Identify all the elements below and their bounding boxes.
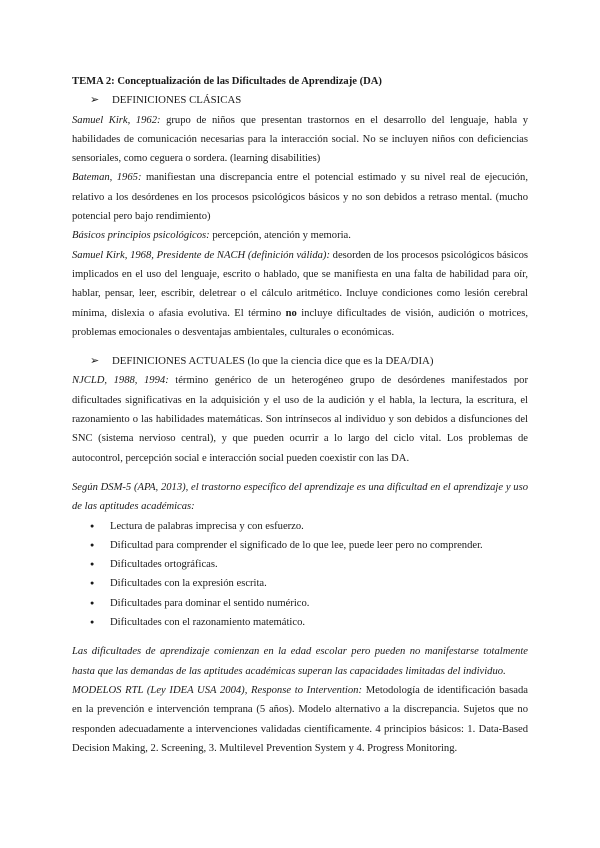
dsm5-criteria-list bbox=[72, 517, 528, 633]
section-heading-actuales bbox=[90, 352, 528, 371]
page-title: TEMA 2: Conceptualización de las Dificultades de Aprendizaje (DA) bbox=[72, 76, 382, 87]
definition-kirk-1968 bbox=[72, 246, 528, 342]
arrow-bullet-icon: ➢ bbox=[90, 94, 100, 107]
citation-ref: Bateman, 1965: bbox=[72, 172, 142, 184]
list-item: ● Dificultades ortográficas. bbox=[90, 555, 528, 574]
section-heading-clasicas bbox=[90, 91, 528, 110]
definition-rtl bbox=[72, 681, 528, 758]
definition-text-cont: incluye dificultades de visión, audición o motrices, problemas emocionales o desventajas ambientales, culturales o económicas. bbox=[72, 307, 529, 338]
list-item: ● Dificultades para dominar el sentido numérico. bbox=[90, 594, 528, 613]
document-page bbox=[72, 72, 528, 758]
citation-ref: NJCLD, 1988, 1994: bbox=[72, 375, 169, 387]
section-heading-label: DEFINICIONES ACTUALES (lo que la ciencia dice que es la DEA/DIA) bbox=[112, 355, 434, 368]
dsm5-intro: Según DSM-5 (APA, 2013), el trastorno específico del aprendizaje es una dificultad en el aprendizaje y uso de las aptitudes académicas: bbox=[72, 481, 528, 513]
list-item: ● Dificultades con la expresión escrita. bbox=[90, 574, 528, 593]
definition-text: desorden de los procesos psicológicos básicos implicados en el uso del lenguaje, escrito o hablado, que se manifiesta en una falta de habilidad para oír, hablar, pensar, leer, escribir, deletrear o el cálculo aritmético. Incluye condiciones como lesión cerebral mínima, dislexia o afasia evolutiva. El término bbox=[72, 249, 528, 319]
list-item: ● Dificultad para comprender el significado de lo que lee, puede leer pero no comprender. bbox=[90, 536, 528, 555]
definition-text: grupo de niños que presentan trastornos en el desarrollo del lenguaje, habla y habilidades de comunicación necesarias para la interacción social. No se incluyen niños con deficiencias sensoriales, como ceguera o sordera. (learning disabilities) bbox=[72, 114, 528, 165]
list-item: ● Lectura de palabras imprecisa y con esfuerzo. bbox=[90, 517, 528, 536]
edad-escolar-note: Las dificultades de aprendizaje comienzan en la edad escolar pero pueden no manifestarse totalmente hasta que las demandas de las aptitudes académicas superan las capacidades limitadas del individuo. bbox=[72, 646, 528, 677]
definition-text: Metodología de identificación basada en la prevención e intervención temprana (5 años). Modelo alternativo a la discrepancia. Sujetos que no responden adecuadamente a intervenciones validadas científicamente. 4 principios básicos: 1. Data-Based Decision Making, 2. Screening, 3. Multilevel Prevention System y 4. Progress Monitoring. bbox=[72, 684, 528, 754]
citation-ref: Samuel Kirk, 1962: bbox=[72, 114, 161, 126]
definition-bateman bbox=[72, 168, 528, 226]
definition-text: término genérico de un heterogéneo grupo de desórdenes manifestados por dificultades significativas en la adquisición y el uso de la audición y el habla, la lectura, la escritura, el razonamiento o las habilidades matemáticas. Son intrínsecos al individuo y son debidos a disfunciones del SNC (sistema nervioso central), y que pueden ocurrir a lo largo del ciclo vital. Los problemas de autocontrol, percepción social e interacción social pueden coexistir con las DA. bbox=[72, 375, 528, 464]
citation-ref: MODELOS RTL (Ley IDEA USA 2004), Response to Intervention: bbox=[72, 684, 362, 696]
list-item: ● Dificultades con el razonamiento matemático. bbox=[90, 613, 528, 632]
definition-procesos bbox=[72, 226, 528, 245]
section-heading-label: DEFINICIONES CLÁSICAS bbox=[112, 94, 242, 107]
definition-kirk-1962 bbox=[72, 111, 528, 169]
definition-text: percepción, atención y memoria. bbox=[209, 230, 351, 242]
arrow-bullet-icon: ➢ bbox=[90, 355, 100, 368]
citation-ref: Básicos principios psicológicos: bbox=[72, 230, 210, 242]
citation-ref: Samuel Kirk, 1968, Presidente de NACH (definición válida): bbox=[72, 249, 330, 261]
definition-text: manifiestan una discrepancia entre el potencial estimado y su nivel real de ejecución, relativo a los desórdenes en los procesos psicológicos básicos y no son debidos a retraso mental. (mucho potencial pero bajo rendimiento) bbox=[72, 172, 528, 223]
emphasis-no: no bbox=[285, 307, 297, 319]
definition-njcld bbox=[72, 371, 528, 467]
